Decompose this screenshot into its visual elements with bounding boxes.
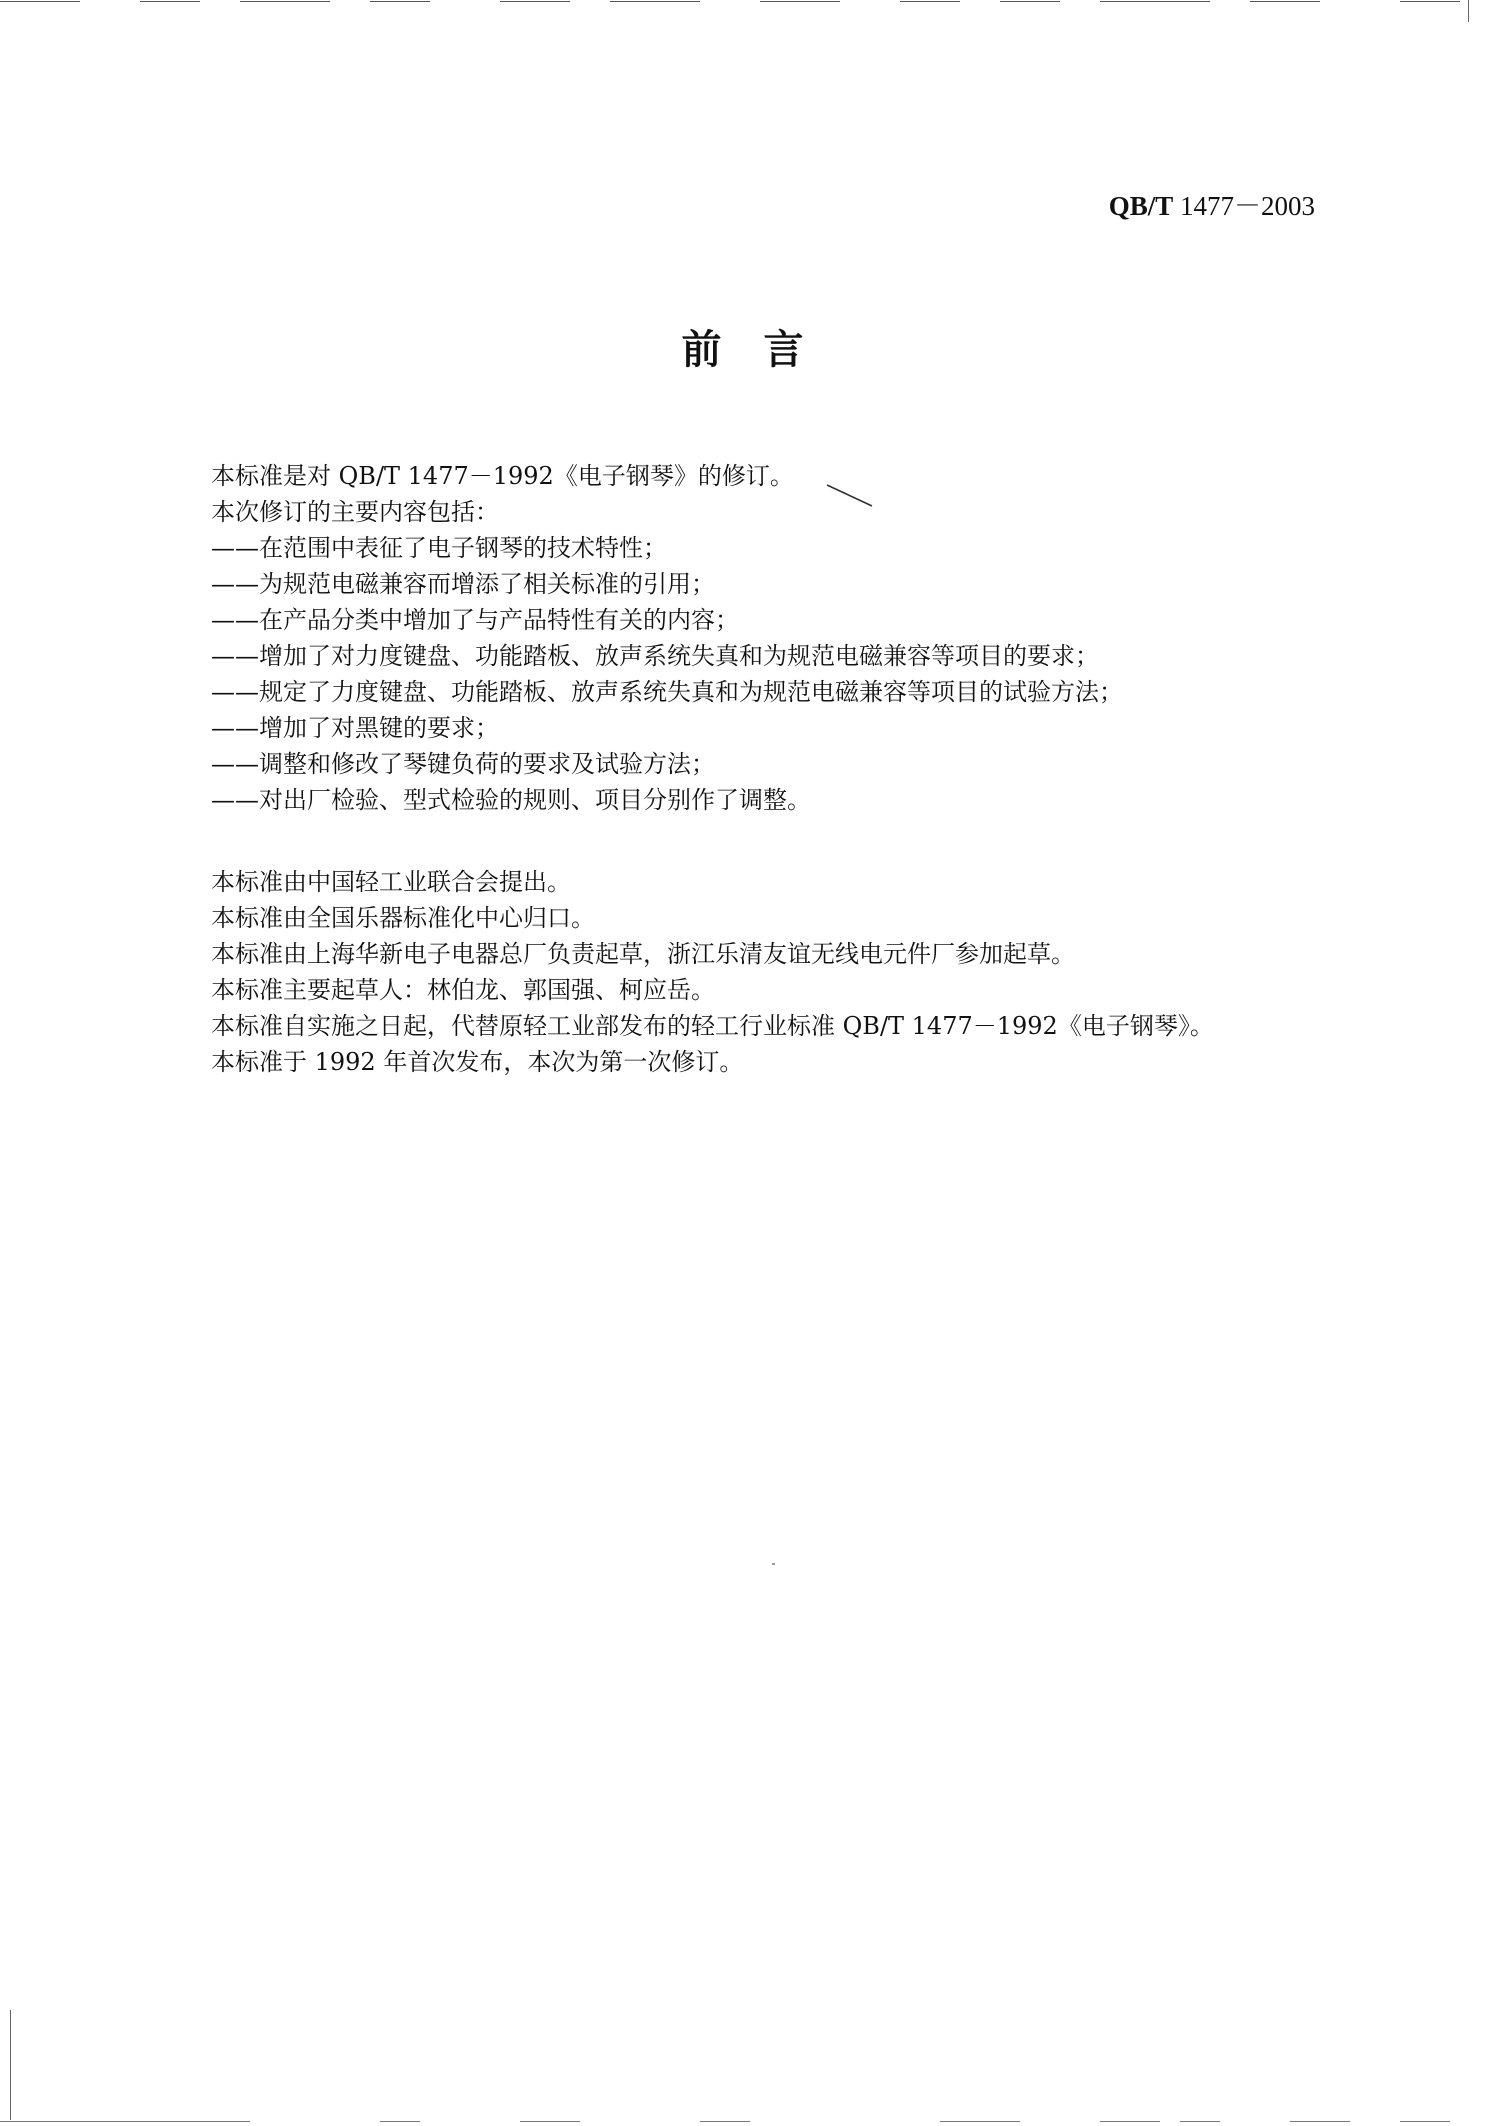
change-item: ——在产品分类中增加了与产品特性有关的内容； <box>211 606 739 634</box>
scan-edge-top <box>0 0 1485 14</box>
change-item: ——调整和修改了琴键负荷的要求及试验方法； <box>211 750 715 778</box>
statement-line: 本标准主要起草人：林伯龙、郭国强、柯应岳。 <box>211 976 715 1004</box>
intro-line-1: 本标准是对 QB/T 1477－1992《电子钢琴》的修订。 <box>211 462 794 490</box>
statement-line: 本标准由上海华新电子电器总厂负责起草，浙江乐清友谊无线电元件厂参加起草。 <box>211 940 1075 968</box>
scan-speck <box>772 1563 775 1565</box>
change-item: ——对出厂检验、型式检验的规则、项目分别作了调整。 <box>211 786 811 814</box>
change-item: ——为规范电磁兼容而增添了相关标准的引用； <box>211 570 715 598</box>
statement-line: 本标准自实施之日起，代替原轻工业部发布的轻工行业标准 QB/T 1477－1992《电子钢琴》。 <box>211 1012 1214 1040</box>
statement-line: 本标准由全国乐器标准化中心归口。 <box>211 904 595 932</box>
statement-line: 本标准由中国轻工业联合会提出。 <box>211 868 571 896</box>
scan-edge-left <box>10 2010 11 2120</box>
change-item: ——规定了力度键盘、功能踏板、放声系统失真和为规范电磁兼容等项目的试验方法； <box>211 678 1123 706</box>
paragraph-gap <box>211 818 1311 864</box>
change-item: ——增加了对力度键盘、功能踏板、放声系统失真和为规范电磁兼容等项目的要求； <box>211 642 1099 670</box>
change-item: ——增加了对黑键的要求； <box>211 714 499 742</box>
change-item: ——在范围中表征了电子钢琴的技术特性； <box>211 534 667 562</box>
standard-code-number: 1477－2003 <box>1180 191 1315 221</box>
scan-edge-right <box>1468 0 1469 22</box>
intro-line-2: 本次修订的主要内容包括： <box>211 498 499 526</box>
scan-edge-bottom <box>0 2112 1485 2126</box>
standard-code-prefix: QB/T <box>1108 191 1174 221</box>
statement-line: 本标准于 1992 年首次发布，本次为第一次修订。 <box>211 1048 744 1076</box>
page-title: 前言 <box>681 327 846 373</box>
standard-code <box>1109 184 1315 223</box>
foreword-body <box>211 458 1311 1080</box>
